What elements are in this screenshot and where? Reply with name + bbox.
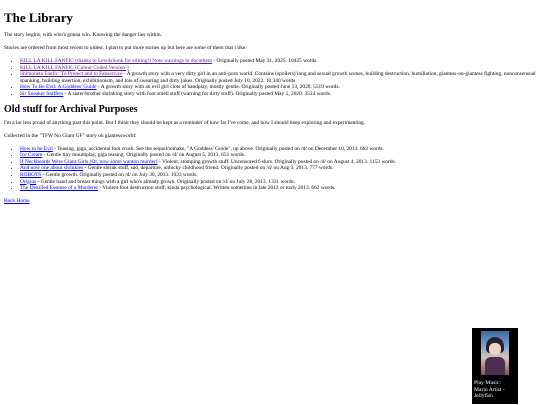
story-link[interactable]: Sir Sneaker Sniffers xyxy=(20,90,64,97)
story-link[interactable]: Shimoneta Fanfic: To Protect and to Fanservice xyxy=(20,71,123,78)
story-desc: - A growth story with an evil girl clots of handplay, mostly gentle. Originally posted June 13, 2020. 5519 words. xyxy=(96,84,340,91)
list-item xyxy=(20,58,536,65)
archive-link[interactable]: How to be Evil xyxy=(20,145,53,152)
story-desc: - Originally posted May 31, 2025. 10425 words. xyxy=(212,58,318,64)
archive-desc: - Gentle growth. Originally posted on /d/ on July 30, 2013. 1033 words. xyxy=(41,171,198,178)
player-track: Mario Artist - Jellyfish xyxy=(474,386,505,400)
story-link[interactable]: How To Be Evil: A Goddess' Guide xyxy=(20,84,97,91)
list-item xyxy=(20,172,536,179)
music-player-button[interactable] xyxy=(472,328,518,404)
archive-desc: - Gentle hand and breast things with a girl who's already grown. Originally posted on /d/ on July 28, 2013. 1331 words. xyxy=(36,178,295,185)
list-item xyxy=(20,71,536,84)
page-title: The Library xyxy=(4,10,73,25)
album-cover-icon xyxy=(481,331,509,375)
archive-link[interactable]: The Distilled Essense of a Murderer xyxy=(20,185,98,192)
archive-link[interactable]: If Neckbeards Were Giant Girls (Or, now some wanton murder) xyxy=(20,158,158,165)
list-item xyxy=(20,146,536,153)
intro-text: The story begins, with who's gonna win. Knowing the danger lies within. xyxy=(4,32,162,38)
player-text xyxy=(474,380,518,400)
story-desc: - A growth story with a very dirty girl in an anti-porn world. Contains (spoilers) long and sexual growth scenes, building destruction, humiliation, giantess-on-giantess fighting, nonconsensual spanking, building insertion, exhibitionism, and lois of swearing and dirty jokes. Originally posted July 10, 2022. 10,340 words. xyxy=(20,71,536,84)
archive-desc: - Gentle shrink stuff, sad, departure, unlucky childhood friend. Originally posted on /d/ on Aug 3, 2013. 777 words. xyxy=(83,165,334,172)
story-link[interactable]: KILL LA KILL FANFIC (thanks to LewdsSonk for editing!) Note warnings in document xyxy=(20,58,213,64)
archive-collected: Collected in the "TFW No Giant GF" story on giantessworld: xyxy=(4,132,137,139)
back-home-link[interactable]: Back Home xyxy=(4,197,30,204)
archive-list xyxy=(4,146,536,192)
archive-heading: Old stuff for Archival Purposes xyxy=(4,103,138,115)
archive-link[interactable]: Ice Cream xyxy=(20,152,43,159)
cover-body xyxy=(485,357,505,375)
list-item xyxy=(20,185,536,192)
story-link[interactable]: KILL LA KILL FANFIC (Colour Coded Version!) xyxy=(20,64,129,71)
archive-link[interactable]: And now one about shrinkies xyxy=(20,165,84,172)
story-list xyxy=(4,58,536,98)
cover-face xyxy=(489,343,501,355)
archive-link[interactable]: Origins xyxy=(20,178,37,185)
archive-desc: - Gentle tiny mouthplay, giga teasing. Originally posted on /d/ on August 5, 2013. 651 words. xyxy=(42,152,246,159)
archive-desc: - Violent, stomping growth stuff. Uncensored f-slurs. Originally posted on /d/ on August 4, 2013. 1153 words. xyxy=(157,158,396,165)
intro-note: Stories are ordered from most recent to oldest. I plan to put more stories up but here are some of them that i like: xyxy=(4,45,247,51)
archive-link[interactable]: ROBOTS xyxy=(20,171,42,178)
list-item xyxy=(20,152,536,159)
archive-note: I'm a lot less proud of anything past this point. But I think they should be kept as a reminder of how far I've come, and how I should keep exploring and experimenting. xyxy=(4,119,366,126)
player-label: Play Music: xyxy=(474,380,501,386)
archive-desc: - Violent foot destruction stuff, kinda psychological. Written sometime in late 2012 or early 2013. 662 words. xyxy=(98,185,336,192)
list-item xyxy=(20,91,536,98)
list-item xyxy=(20,165,536,172)
story-desc: - A sister/brother shrinking story with foot smell stuff (warning for dirty stuff). Originally posted May 1, 2020. 3524 words. xyxy=(63,90,332,97)
archive-desc: - Teasing, giga, accidental foot crush. See the sequel/remake, "A Goddess' Guide", up above. Originally posted on /d/ on December 10, 2013. 662 words. xyxy=(52,145,384,152)
page-content xyxy=(4,6,536,204)
list-item xyxy=(20,84,536,91)
